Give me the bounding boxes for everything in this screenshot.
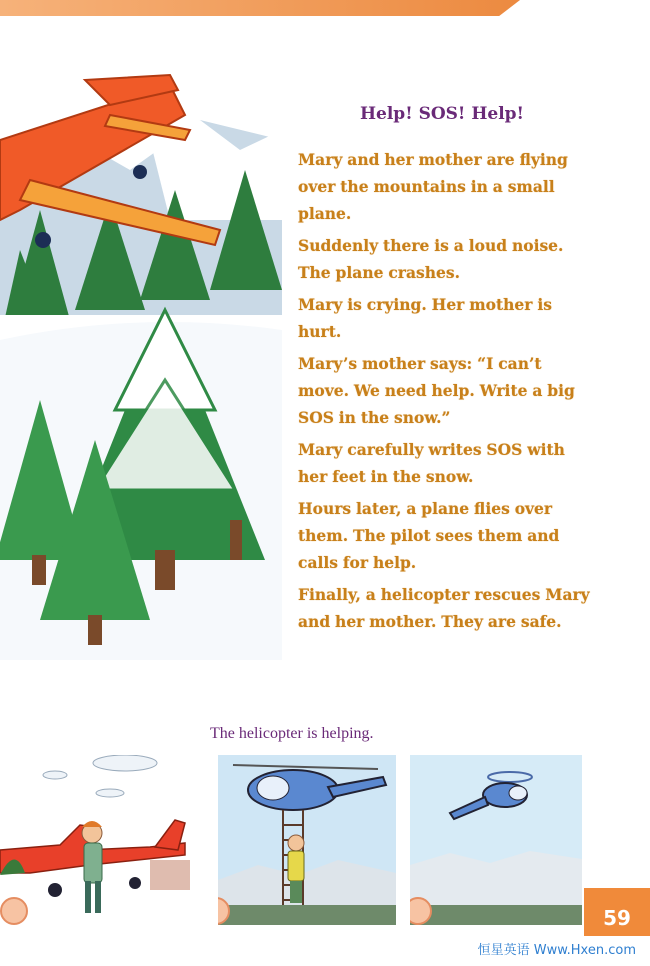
story-text [298,146,590,640]
story-paragraph: Suddenly there is a loud noise. The plane crashes. [298,236,564,282]
number-circle [0,897,28,925]
picture-panel-1 [0,755,195,925]
story-title: Help! SOS! Help! [359,104,525,124]
plane-crash-illustration [0,60,282,660]
story-paragraph: Mary and her mother are flying over the mountains in a small plane. [298,150,568,223]
helicopter-flying-picture [410,755,582,925]
picture-panel-3 [410,755,582,925]
story-paragraph: Mary’s mother says: “I can’t move. We need help. Write a big SOS in the snow.” [298,354,575,427]
watermark: 恒星英语 Www.Hxen.com [477,943,636,958]
girl-and-plane-picture [0,755,195,925]
page-number: 59 [603,906,631,930]
header-band [0,0,520,16]
story-paragraph: Mary carefully writes SOS with her feet in the snow. [298,440,565,486]
picture-panel-2 [218,755,396,925]
story-paragraph: Mary is crying. Her mother is hurt. [298,295,552,341]
story-paragraph: Finally, a helicopter rescues Mary and her mother. They are safe. [298,585,590,631]
helicopter-ladder-picture [218,755,396,925]
story-paragraph: Hours later, a plane flies over them. The pilot sees them and calls for help. [298,499,560,572]
caption: The helicopter is helping. [210,725,374,742]
